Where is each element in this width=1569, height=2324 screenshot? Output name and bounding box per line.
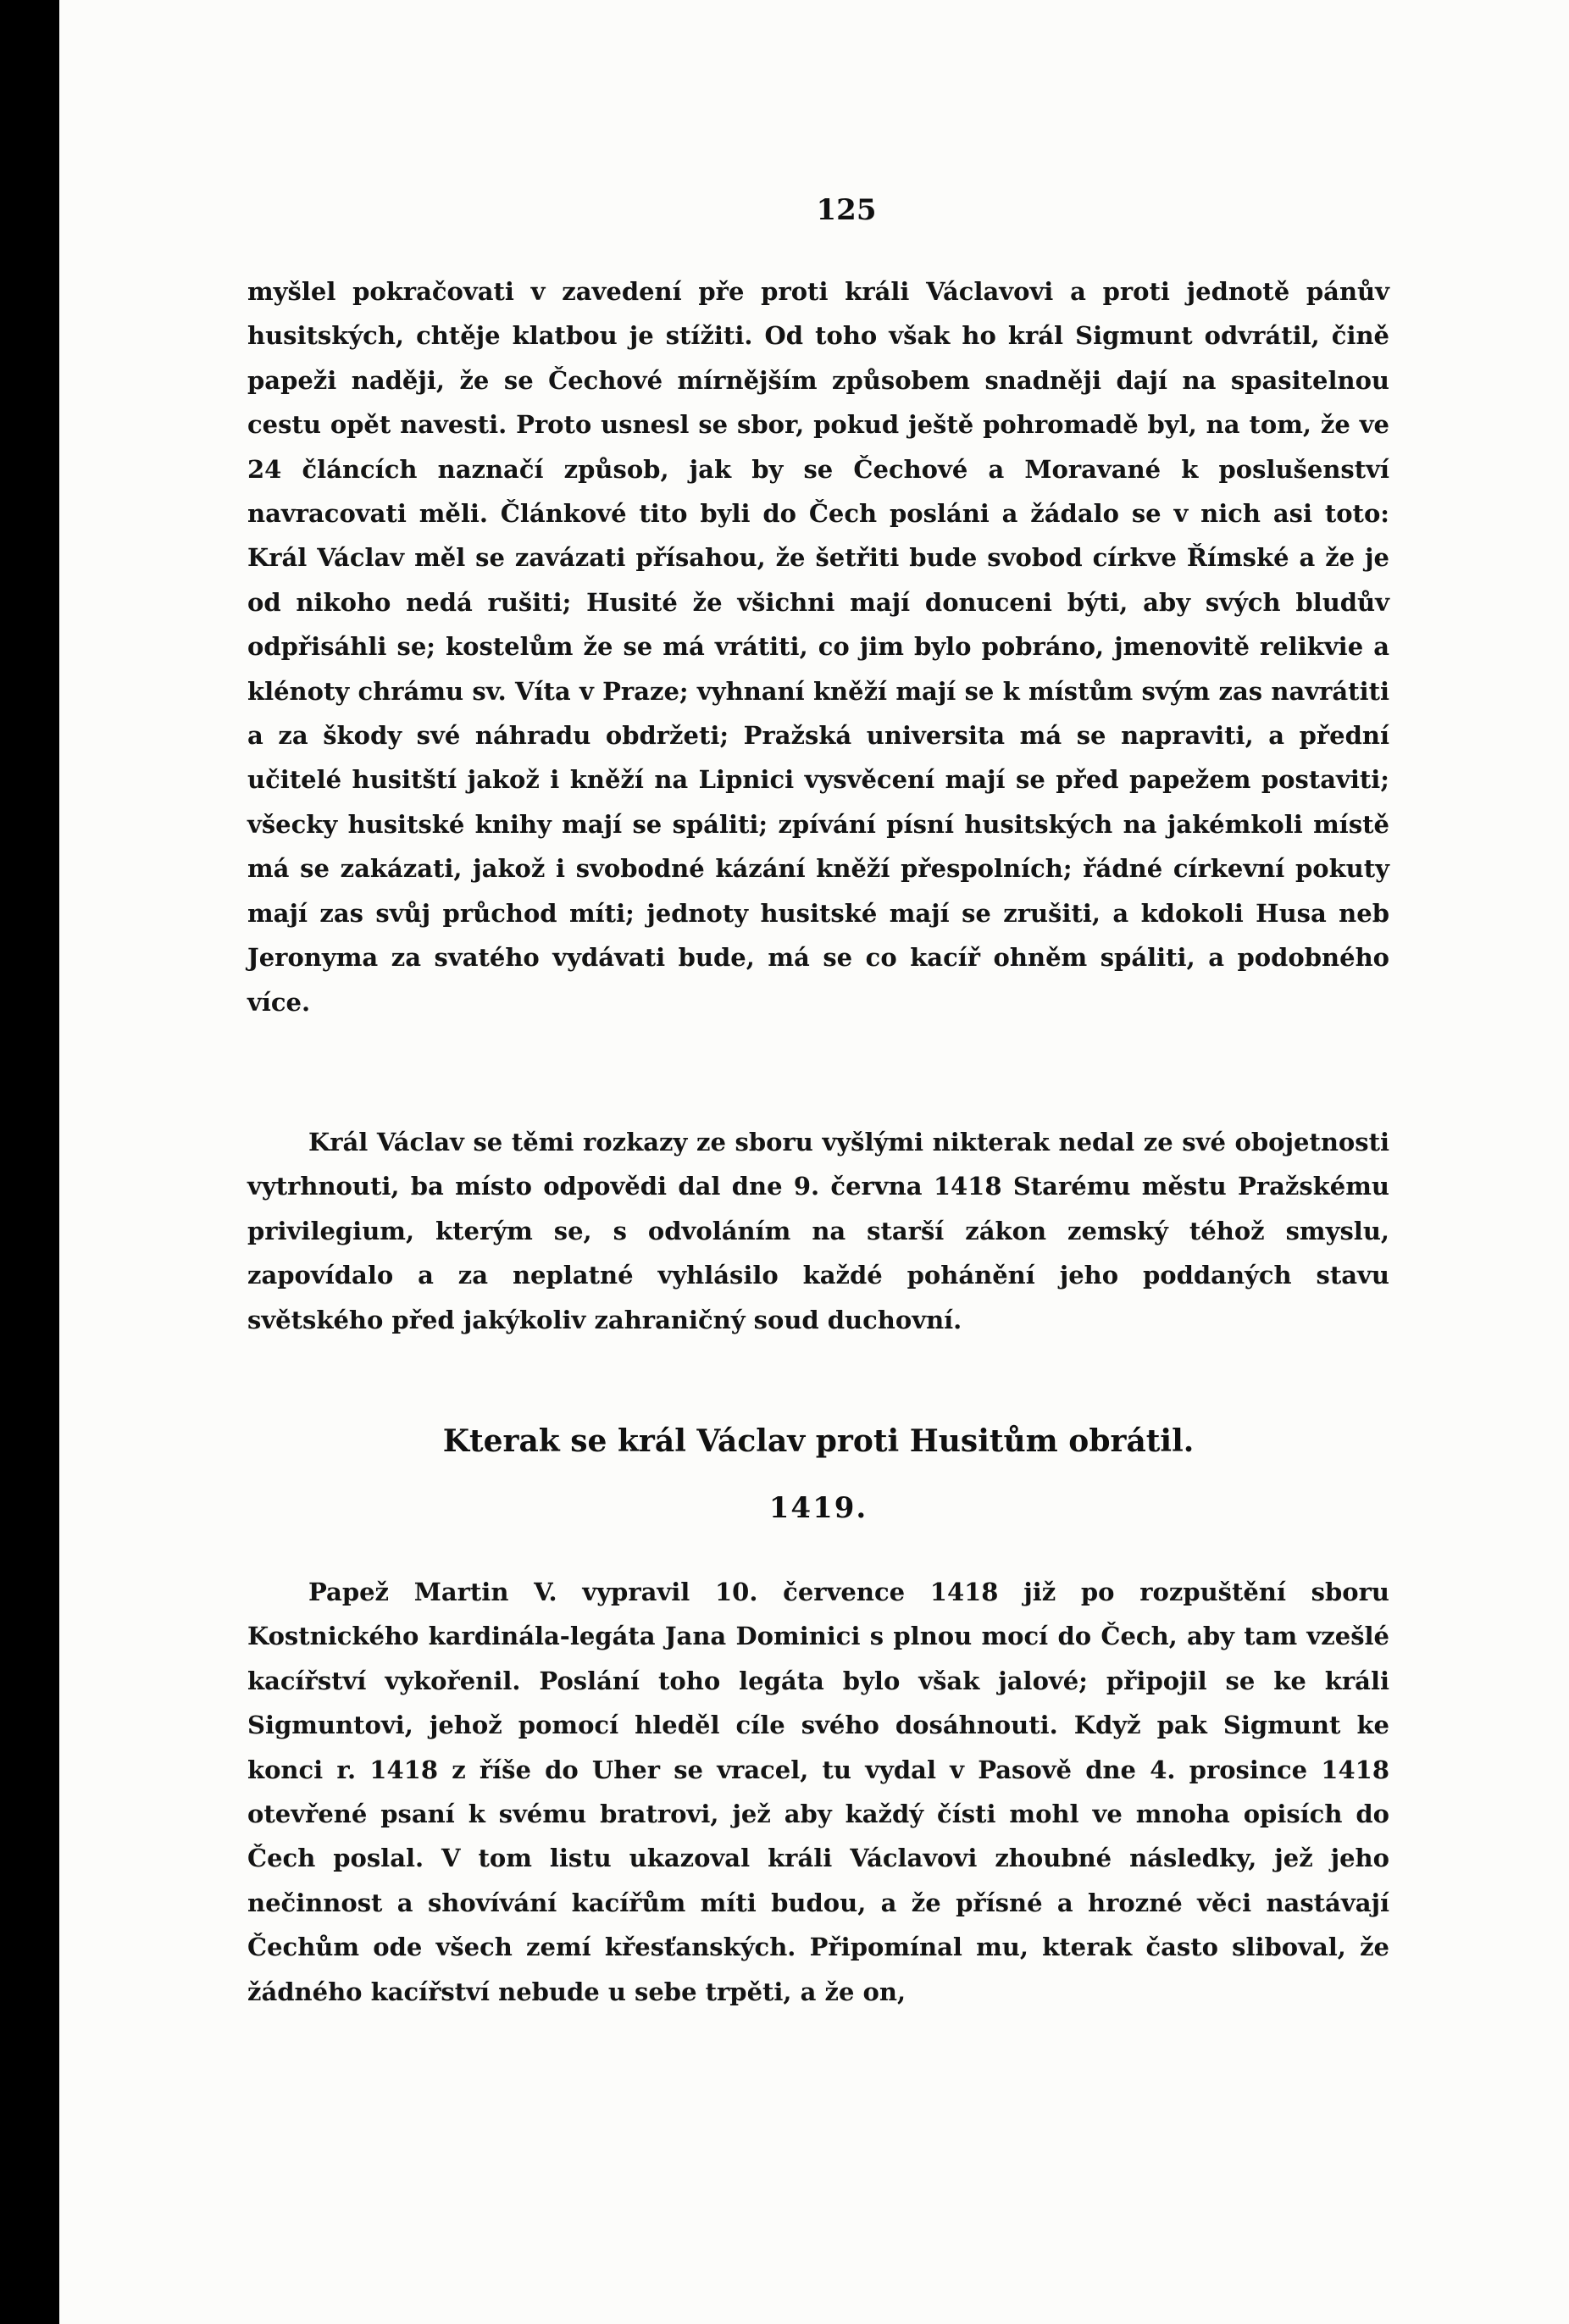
text-block-second bbox=[247, 1120, 1389, 1342]
page-number: 125 bbox=[816, 193, 877, 227]
paragraph-pope-martin: Papež Martin V. vypravil 10. července 1418 již po rozpuštění sboru Kostnického kardinála-legáta Jana Dominici s plnou mocí do Čech, aby tam vzešlé kacířství vykořenil. Poslání toho legáta bylo však jalové; připojil se ke králi Sigmuntovi, jehož pomocí hleděl cíle svého dosáhnouti. Když pak Sigmunt ke konci r. 1418 z říše do Uher se vracel, tu vydal v Pasově dne 4. prosince 1418 otevřené psaní k svému bratrovi, jež aby každý čísti mohl ve mnoha opisích do Čech poslal. V tom listu ukazoval králi Václavovi zhoubné následky, jež jeho nečinnost a shovívání kacířům míti budou, a že přísné a hrozné věci nastávají Čechům ode všech zemí křesťanských. Připomínal mu, kterak často sliboval, že žádného kacířství nebude u sebe trpěti, a že on, bbox=[247, 1578, 1389, 2006]
text-block-section bbox=[247, 1570, 1389, 2014]
paragraph-king-vaclav: Král Václav se těmi rozkazy ze sboru vyšlými nikterak nedal ze své obojetnosti vytrhnouti, ba místo odpovědi dal dne 9. června 1418 Starému městu Pražskému privilegium, kterým se, s odvoláním na starší zákon zemský téhož smyslu, zapovídalo a za neplatné vyhlásilo každé pohánění jeho poddaných stavu světského před jakýkoliv zahraničný soud duchovní. bbox=[247, 1128, 1389, 1334]
section-heading: Kterak se král Václav proti Husitům obrátil. bbox=[442, 1423, 1195, 1459]
text-block-continuation bbox=[247, 269, 1389, 1024]
section-year: 1419. bbox=[768, 1491, 868, 1525]
paragraph-continuation: myšlel pokračovati v zavedení pře proti králi Václavovi a proti jednotě pánův husitských, chtěje klatbou je stížiti. Od toho však ho král Sigmunt odvrátil, čině papeži naději, že se Čechové mírnějším způsobem snadněji dají na spasitelnou cestu opět navesti. Proto usnesl se sbor, pokud ještě pohromadě byl, na tom, že ve 24 článcích naznačí způsob, jak by se Čechové a Moravané k poslušenství navracovati měli. Článkové tito byli do Čech posláni a žádalo se v nich asi toto: Král Václav měl se zavázati přísahou, že šetřiti bude svobod církve Římské a že je od nikoho nedá rušiti; Husité že všichni mají donuceni býti, aby svých bludův odpřisáhli se; kostelům že se má vrátiti, co jim bylo pobráno, jmenovitě relikvie a klénoty chrámu sv. Víta v Praze; vyhnaní kněží mají se k místům svým zas navrátiti a za škody své náhradu obdržeti; Pražská universita má se napraviti, a přední učitelé husitští jakož i kněží na Lipnici vysvěcení mají se před papežem postaviti; všecky husitské knihy mají se spáliti; zpívání písní husitských na jakémkoli místě má se zakázati, jakož i svobodné kázání kněží přespolních; řádné církevní pokuty mají zas svůj průchod míti; jednoty husitské mají se zrušiti, a kdokoli Husa neb Jeronyma za svatého vydávati bude, má se co kacíř ohněm spáliti, a podobného více. bbox=[247, 277, 1389, 1017]
book-page bbox=[59, 0, 1569, 2324]
